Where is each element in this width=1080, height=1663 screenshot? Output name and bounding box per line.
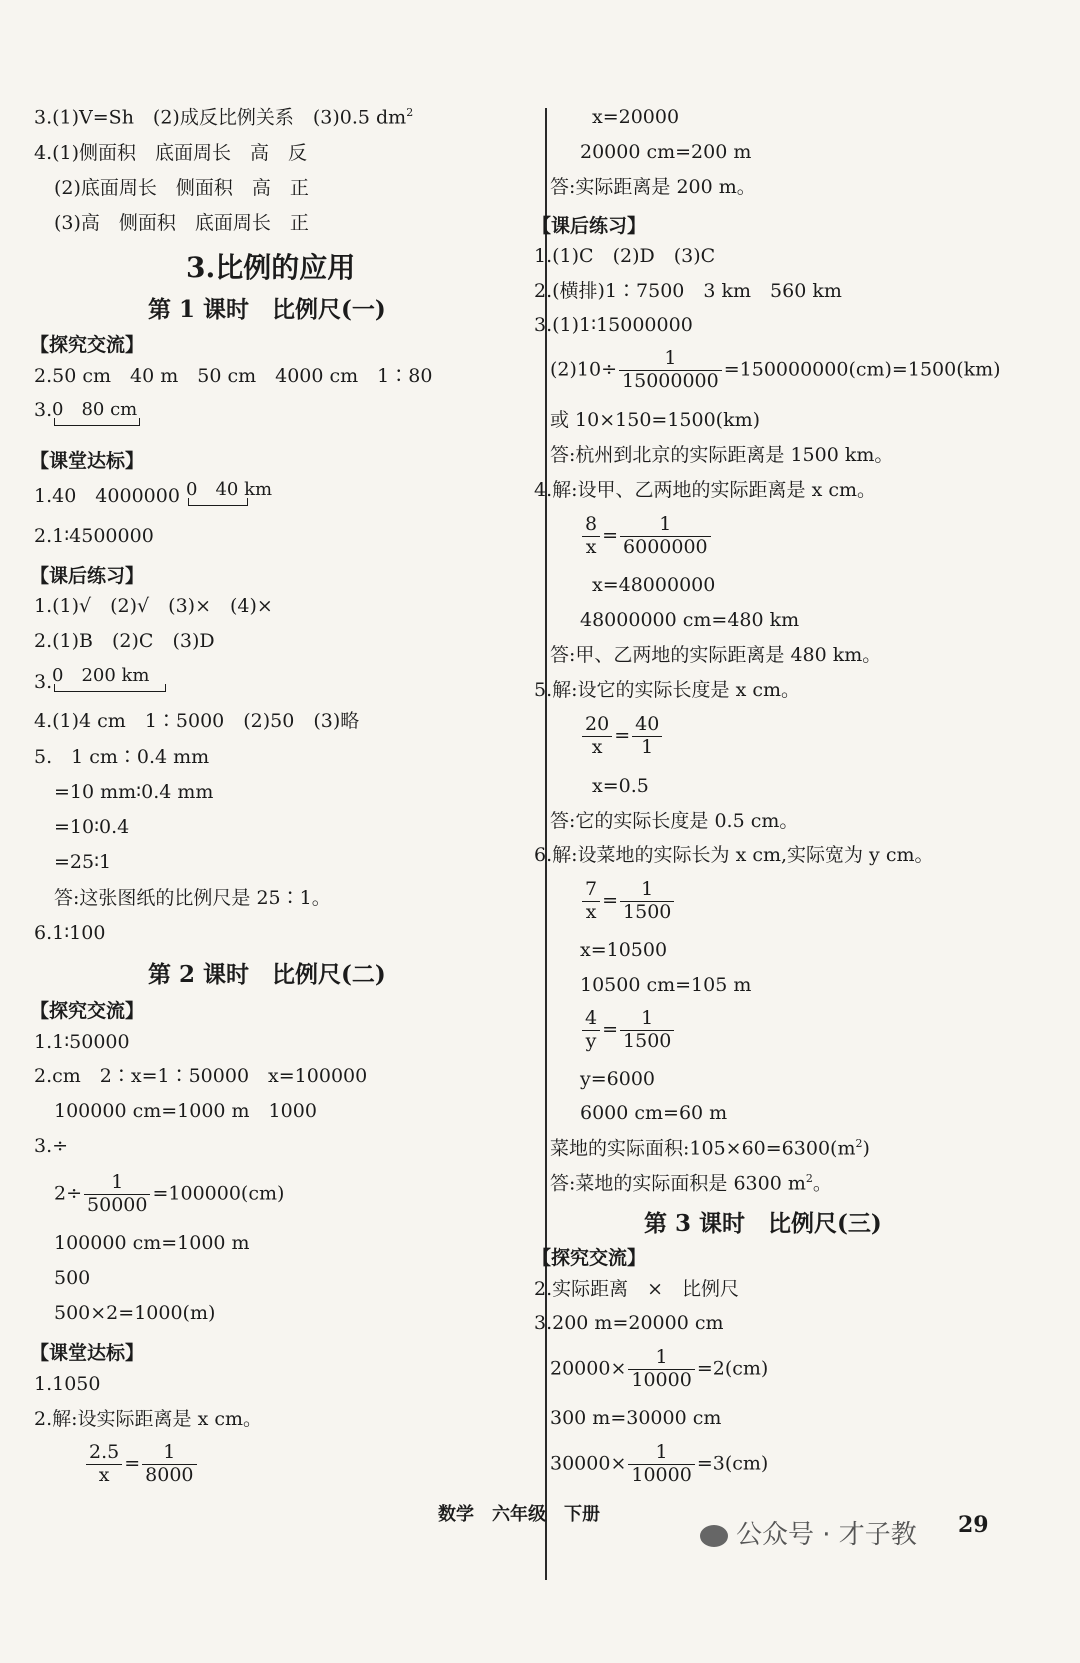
section-header: 【探究交流】	[532, 1247, 647, 1269]
scale-bar: 0 80 cm	[52, 400, 137, 421]
answer-line: 1.(1)C (2)D (3)C	[534, 245, 716, 267]
answer-line: 500×2=1000(m)	[54, 1302, 216, 1324]
answer-line: 3.(1)1∶15000000	[534, 314, 693, 336]
answer-line: x=48000000	[592, 574, 716, 596]
answer-line: (3)高 侧面积 底面周长 正	[54, 212, 309, 234]
fraction: $\frac{1}{6000000}$	[620, 514, 711, 559]
answer-line: 1.1050	[34, 1373, 101, 1395]
answer-line: 3. 0 80 cm	[34, 400, 52, 422]
fraction: $\frac{1}{10000}$	[628, 1347, 694, 1392]
answer-line: =10∶0.4	[54, 816, 130, 838]
answer-line: 20000 cm=200 m	[580, 141, 752, 163]
answer-line: 6.解:设菜地的实际长为 x cm,实际宽为 y cm。	[534, 844, 934, 866]
answer-line: 答:这张图纸的比例尺是 25∶1。	[54, 887, 331, 909]
answer-line: x=20000	[592, 106, 680, 128]
answer-line: 2.(1)B (2)C (3)D	[34, 630, 215, 652]
equation-line: $\frac{8}{x}$ = $\frac{1}{6000000}$	[580, 514, 713, 559]
answer-line: x=0.5	[592, 775, 649, 797]
watermark: 公众号 · 才子教	[700, 1514, 917, 1551]
scale-bar: 0 200 km	[52, 666, 150, 687]
section-header: 【探究交流】	[30, 1000, 145, 1022]
answer-line: 4.(1)4 cm 1∶5000 (2)50 (3)略	[34, 710, 360, 732]
equation-line: $\frac{7}{x}$ = $\frac{1}{1500}$	[580, 879, 676, 924]
answer-line: 3.200 m=20000 cm	[534, 1312, 724, 1334]
answer-line: =25∶1	[54, 851, 112, 873]
section-title: 3.比例的应用	[186, 251, 356, 284]
fraction: $\frac{1}{50000}$	[84, 1172, 150, 1217]
answer-line: 答:它的实际长度是 0.5 cm。	[550, 810, 799, 832]
equation-line: 20000× $\frac{1}{10000}$ =2(cm)	[550, 1346, 769, 1391]
answer-line: (2)底面周长 侧面积 高 正	[54, 177, 309, 199]
answer-line: 或 10×150=1500(km)	[550, 409, 761, 431]
fraction: $\frac{1}{15000000}$	[619, 348, 722, 393]
wechat-icon	[700, 1525, 728, 1547]
section-header: 【课后练习】	[30, 565, 145, 587]
answer-line: 3.÷	[34, 1135, 69, 1157]
answer-line: 答:实际距离是 200 m。	[550, 176, 756, 198]
answer-line: 2.50 cm 40 m 50 cm 4000 cm 1∶80	[34, 365, 433, 387]
answer-line: 2.(横排)1∶7500 3 km 560 km	[534, 280, 842, 302]
answer-line: 5. 1 cm∶0.4 mm	[34, 746, 210, 768]
equation-line: 30000× $\frac{1}{10000}$ =3(cm)	[550, 1441, 769, 1486]
answer-line: 6.1∶100	[34, 922, 106, 944]
answer-line: 1.1∶50000	[34, 1031, 130, 1053]
equation-line: $\frac{20}{x}$ = $\frac{40}{1}$	[580, 714, 664, 759]
fraction: $\frac{1}{1500}$	[620, 1008, 674, 1053]
answer-line: 10500 cm=105 m	[580, 974, 752, 996]
answer-line: 1.(1)√ (2)√ (3)× (4)×	[34, 595, 273, 617]
answer-line: 2.cm 2∶x=1∶50000 x=100000	[34, 1065, 368, 1087]
section-header: 【课堂达标】	[30, 1342, 145, 1364]
fraction: $\frac{8}{x}$	[582, 514, 600, 559]
answer-line: 3. 0 200 km	[34, 672, 52, 694]
answer-line: 4.解:设甲、乙两地的实际距离是 x cm。	[534, 479, 876, 501]
scale-bar: 0 40 km	[186, 480, 272, 501]
fraction: $\frac{2.5}{x}$	[86, 1442, 122, 1487]
answer-line: 48000000 cm=480 km	[580, 609, 800, 631]
fraction: $\frac{4}{y}$	[582, 1008, 600, 1053]
answer-line: 答:菜地的实际面积是 6300 $m^2$。	[550, 1172, 832, 1195]
answer-line: x=10500	[580, 939, 668, 961]
section-header: 【课后练习】	[532, 215, 647, 237]
answer-line: 3.(1)V=Sh (2)成反比例关系 (3)0.5 $dm^2$	[34, 106, 414, 129]
answer-line: 2.解:设实际距离是 x cm。	[34, 1408, 262, 1430]
answer-line: 100000 cm=1000 m	[54, 1232, 250, 1254]
fraction: $\frac{40}{1}$	[632, 714, 662, 759]
answer-line: 100000 cm=1000 m 1000	[54, 1100, 317, 1122]
lesson-title: 第 3 课时 比例尺(三)	[644, 1210, 882, 1237]
fraction: $\frac{1}{10000}$	[628, 1442, 694, 1487]
answer-line: 300 m=30000 cm	[550, 1407, 722, 1429]
fraction: $\frac{1}{8000}$	[142, 1442, 196, 1487]
page-number: 29	[958, 1512, 989, 1538]
answer-line: 答:杭州到北京的实际距离是 1500 km。	[550, 444, 894, 466]
answer-line: 菜地的实际面积$:105\times 60=6300(m^2)$	[550, 1137, 870, 1160]
answer-line: 2.1∶4500000	[34, 525, 154, 547]
answer-line: 4.(1)侧面积 底面周长 高 反	[34, 142, 308, 164]
equation-line: $\frac{4}{y}$ = $\frac{1}{1500}$	[580, 1008, 676, 1053]
answer-line: 6000 cm=60 m	[580, 1102, 728, 1124]
section-header: 【探究交流】	[30, 334, 145, 356]
answer-line: 5.解:设它的实际长度是 x cm。	[534, 679, 800, 701]
equation-line: $\frac{2.5}{x}$ = $\frac{1}{8000}$	[84, 1442, 199, 1487]
answer-line: =10 mm∶0.4 mm	[54, 781, 214, 803]
page-footer: 数学 六年级 下册	[438, 1504, 600, 1525]
section-header: 【课堂达标】	[30, 450, 145, 472]
fraction: $\frac{20}{x}$	[582, 714, 612, 759]
answer-line: 500	[54, 1267, 91, 1289]
answer-line: 答:甲、乙两地的实际距离是 480 km。	[550, 644, 882, 666]
answer-line: 2.实际距离 × 比例尺	[534, 1278, 740, 1300]
fraction: $\frac{7}{x}$	[582, 879, 600, 924]
answer-line: y=6000	[580, 1068, 656, 1090]
equation-line: 2÷ $\frac{1}{50000}$ =100000(cm)	[54, 1171, 285, 1216]
fraction: $\frac{1}{1500}$	[620, 879, 674, 924]
answer-line: 1.40 4000000 0 40 km	[34, 479, 273, 507]
lesson-title: 第 2 课时 比例尺(二)	[148, 961, 386, 988]
lesson-title: 第 1 课时 比例尺(一)	[148, 296, 386, 323]
equation-line: (2)10÷ $\frac{1}{15000000}$ =150000000(cm)=1500(km)	[550, 347, 1001, 392]
